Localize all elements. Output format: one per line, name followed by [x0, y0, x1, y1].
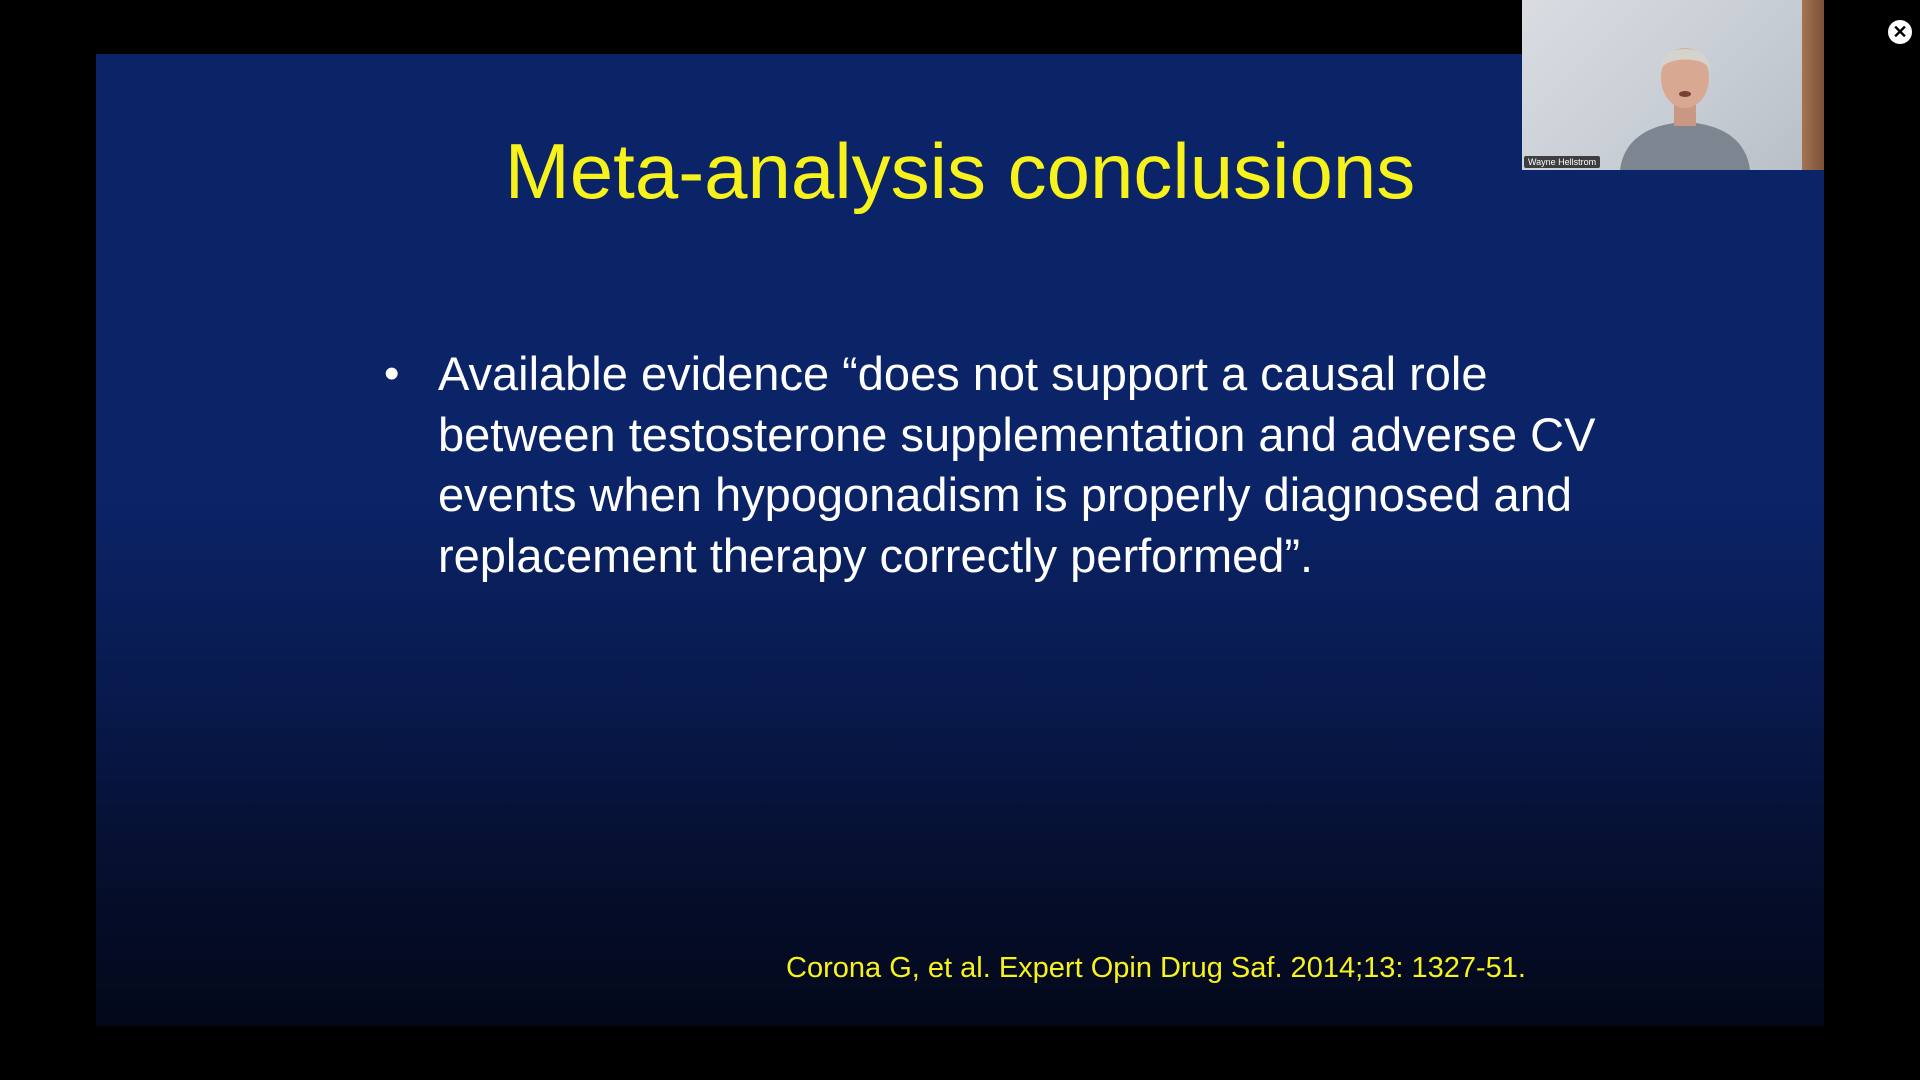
video-background-door [1802, 0, 1824, 170]
participant-video-tile[interactable] [1522, 0, 1824, 170]
bullet-text: Available evidence “does not support a causal role between testosterone supplementation and adverse CV events when hypogonadism is properly diagnosed and replacement therapy correctly performed”. [438, 347, 1596, 582]
presentation-slide [96, 54, 1824, 1026]
bullet-icon: • [384, 349, 400, 398]
bullet-item [384, 344, 1614, 586]
participant-name-label: Wayne Hellstrom [1524, 156, 1600, 168]
slide-title: Meta-analysis conclusions [504, 127, 1416, 215]
participant-video-image [1610, 20, 1760, 170]
close-icon[interactable]: ✕ [1888, 20, 1912, 44]
slide-citation: Corona G, et al. Expert Opin Drug Saf. 2014;13: 1327-51. [786, 952, 1526, 984]
